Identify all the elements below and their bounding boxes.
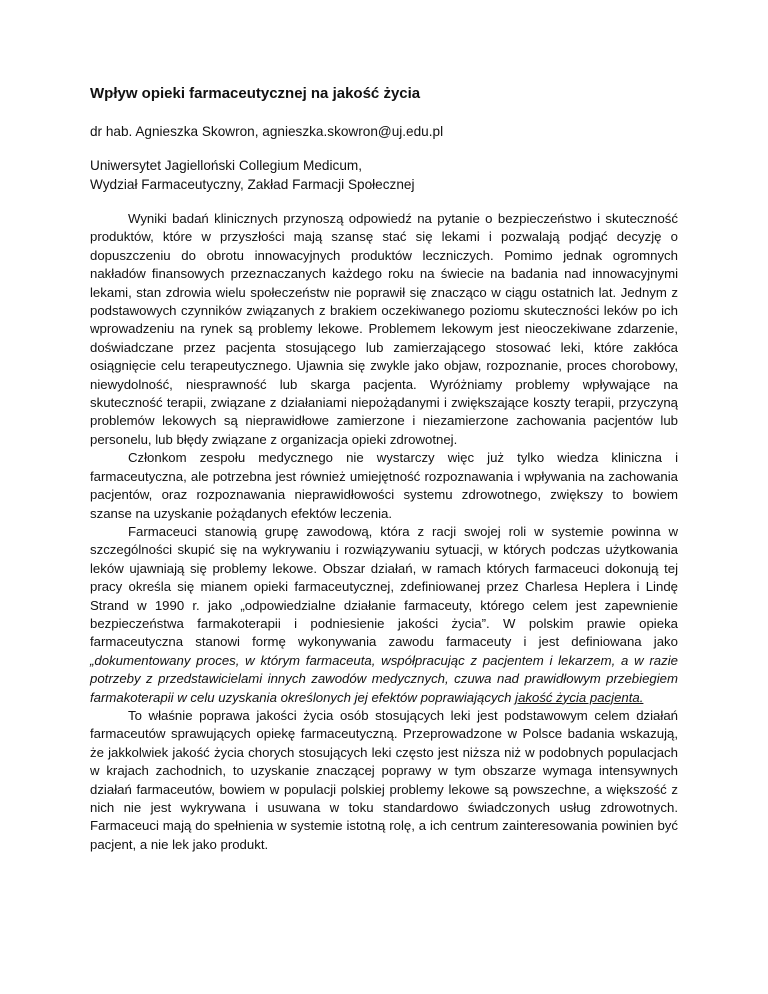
document-title: Wpływ opieki farmaceutycznej na jakość życia bbox=[90, 85, 421, 102]
legal-definition-quote: „dokumentowany proces, w którym farmaceuta, współpracując z pacjentem i lekarzem, a w razie potrzeby z przedstawicielami innych zawodów medycznych, czuwa nad prawidłowym przebiegiem farmakoterapii w celu uzyskania określonych jej efektów poprawiających bbox=[90, 652, 678, 705]
affiliation-line-1: Uniwersytet Jagielloński Collegium Medicum, bbox=[90, 158, 362, 173]
author-line: dr hab. Agnieszka Skowron, agnieszka.skowron@uj.edu.pl bbox=[90, 124, 444, 139]
paragraph-4: To właśnie poprawa jakości życia osób stosujących leki jest podstawowym celem działań farmaceutów sprawujących opiekę farmaceutyczną. Przeprowadzone w Polsce badania wskazują, że jakkolwiek jakość życia chorych stosujących leki często jest niższa niż w podobnych populacjach w krajach zachodnich, to uzyskanie znaczącej poprawy w tym obszarze wymaga intensywnych działań farmaceutów, bowiem w populacji polskiej problemy lekowe są powszechne, a większość z nich nie jest wykrywana i usuwana w toku standardowo świadczonych usług zdrowotnych. Farmaceuci mają do spełnienia w systemie istotną rolę, a ich centrum zainteresowania powinien być pacjent, a nie lek jako produkt. bbox=[90, 707, 678, 852]
affiliation-line-2: Wydział Farmaceutyczny, Zakład Farmacji Społecznej bbox=[90, 177, 415, 192]
paragraph-1: Wyniki badań klinicznych przynoszą odpowiedź na pytanie o bezpieczeństwo i skuteczność produktów, które w przyszłości mają szansę stać się lekami i pozwalają podjąć decyzję o dopuszczeniu do obrotu innowacyjnych produktów leczniczych. Pomimo jednak ogromnych nakładów finansowych przeznaczanych każdego roku na świecie na badania nad innowacyjnymi lekami, stan zdrowia wielu społeczeństw nie poprawił się znacząco w ciągu ostatnich lat. Jednym z podstawowych czynników związanych z brakiem oczekiwanego poziomu skuteczności leków po ich wprowadzeniu na rynek są problemy lekowe. Problemem lekowym jest nieoczekiwane zdarzenie, doświadczane przez pacjenta stosującego lub zamierzającego stosować leki, które zakłóca osiągnięcie celu terapeutycznego. Ujawnia się zwykle jako objaw, rozpoznanie, proces chorobowy, niewydolność, niesprawność lub skarga pacjenta. Wyróżniamy problemy wpływające na skuteczność terapii, związane z działaniami niepożądanymi i zwiększające koszty terapii, przyczyną problemów lekowych są nieprawidłowe zamierzone i niezamierzone zachowania pacjentów lub personelu, lub błędy związane z organizacja opieki zdrowotnej. bbox=[90, 211, 678, 447]
paragraph-3-text: Farmaceuci stanowią grupę zawodową, która z racji swojej roli w systemie powinna w szczególności skupić się na wykrywaniu i rozwiązywaniu sytuacji, w których podczas użytkowania leków ujawniają się problemy lekowe. Obszar działań, w ramach których farmaceuci dokonują tej pracy określa się mianem opieki farmaceutycznej, zdefiniowanej przez Charlesa Heplera i Lindę Strand w 1990 r. jako „odpowiedzialne działanie farmaceuty, którego celem jest zapewnienie bezpieczeństwa farmakoterapii i podniesienie jakości życia”. W polskim prawie opieka farmaceutyczna stanowi formę wykonywania zawodu farmaceuty i jest definiowana jako bbox=[90, 523, 678, 650]
document-content bbox=[90, 84, 678, 854]
paragraph-3 bbox=[90, 523, 678, 707]
paragraph-2: Członkom zespołu medycznego nie wystarczy więc już tylko wiedza kliniczna i farmaceutyczna, ale potrzebna jest również umiejętność rozpoznawania i wpływania na zachowania pacjentów, oraz rozpoznawania nieprawidłowości systemu zdrowotnego, zwiększy to bowiem szanse na uzyskanie pożądanych efektów leczenia. bbox=[90, 450, 678, 521]
quality-of-life-emphasis: jakość życia pacjenta. bbox=[515, 689, 644, 705]
affiliation-block bbox=[90, 156, 678, 194]
